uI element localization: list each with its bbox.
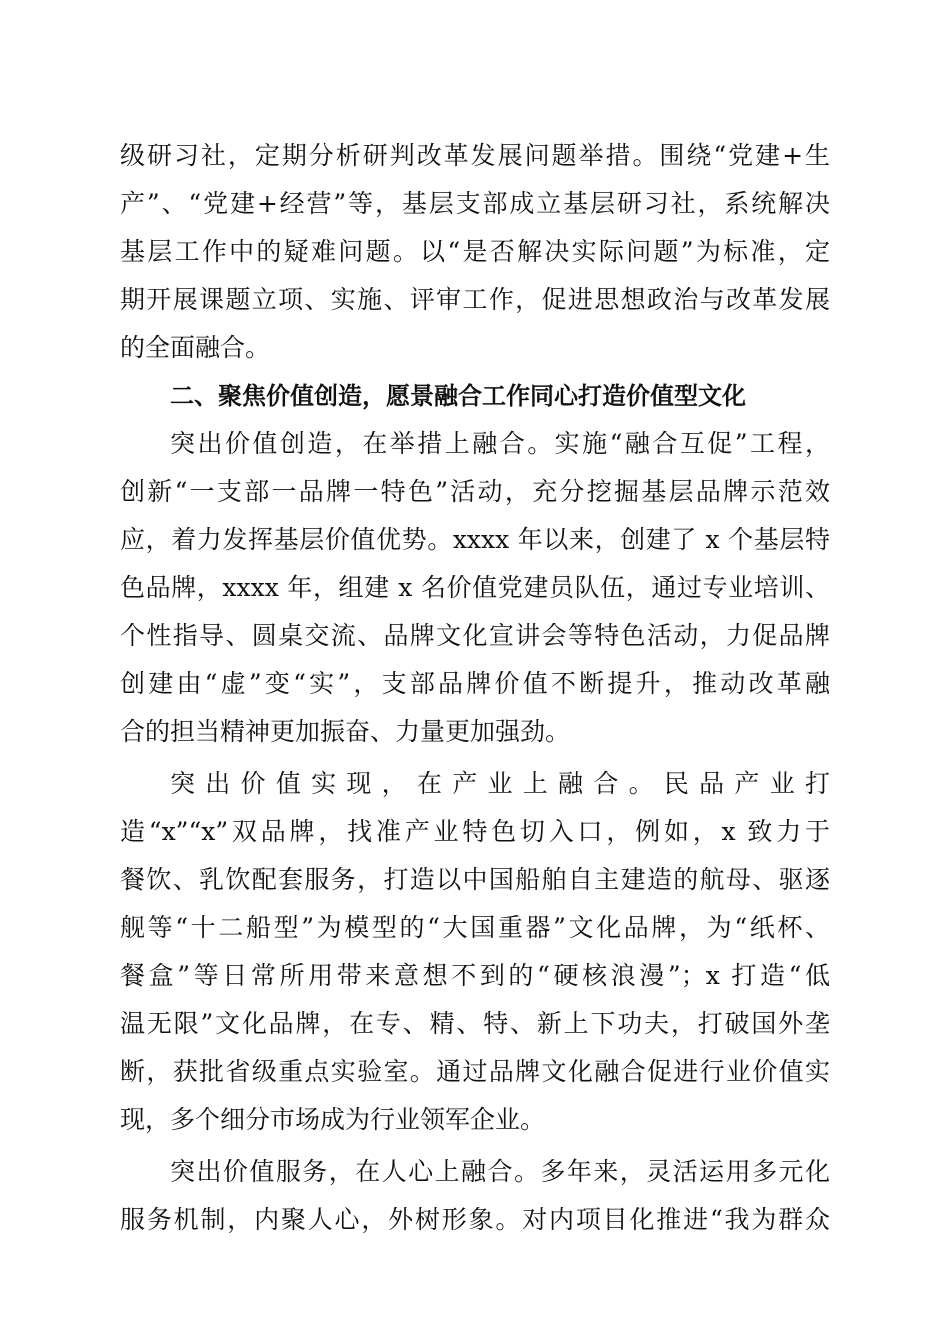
section-heading: 二、聚焦价值创造，愿景融合工作同心打造价值型文化 (170, 382, 746, 410)
text-line: 舰等“十二船型”为模型的“大国重器”文化品牌，为“纸杯、 (120, 913, 830, 942)
text-line: 餐饮、乳饮配套服务，打造以中国船舶自主建造的航母、驱逐 (120, 865, 830, 894)
text-line: 个性指导、圆桌交流、品牌文化宣讲会等特色活动，力促品牌 (120, 621, 830, 650)
text-line: 应，着力发挥基层价值优势。xxxx 年以来，创建了 x 个基层特 (120, 525, 830, 554)
text-line: 造“x”“x”双品牌，找准产业特色切入口，例如，x 致力于 (120, 817, 830, 846)
paragraph-value-service (120, 1148, 830, 1244)
text-line: 产”、“党建+经营”等，基层支部成立基层研习社，系统解决 (120, 189, 830, 218)
text-line: 餐盒”等日常所用带来意想不到的“硬核浪漫”；x 打造“低 (120, 961, 830, 990)
document-page (120, 132, 830, 1244)
text-line: 创新“一支部一品牌一特色”活动，充分挖掘基层品牌示范效 (120, 477, 830, 506)
paragraph-continued (120, 132, 830, 372)
text-line: 断，获批省级重点实验室。通过品牌文化融合促进行业价值实 (120, 1057, 830, 1086)
text-line: 期开展课题立项、实施、评审工作，促进思想政治与改革发展 (120, 285, 830, 314)
text-line: 创建由“虚”变“实”，支部品牌价值不断提升，推动改革融 (120, 669, 830, 698)
text-line: 突出价值创造，在举措上融合。实施“融合互促”工程， (170, 429, 830, 458)
text-line: 的全面融合。 (120, 333, 271, 362)
text-line: 色品牌，xxxx 年，组建 x 名价值党建员队伍，通过专业培训、 (120, 573, 830, 602)
text-line: 现，多个细分市场成为行业领军企业。 (120, 1105, 546, 1134)
text-line: 突出价值实现，在产业上融合。民品产业打 (170, 769, 830, 798)
text-line: 服务机制，内聚人心，外树形象。对内项目化推进“我为群众 (120, 1205, 830, 1234)
text-line: 级研习社，定期分析研判改革发展问题举措。围绕“党建+生 (120, 141, 830, 170)
paragraph-value-creation (120, 420, 830, 756)
text-line: 基层工作中的疑难问题。以“是否解决实际问题”为标准，定 (120, 237, 830, 266)
text-line: 温无限”文化品牌，在专、精、特、新上下功夫，打破国外垄 (120, 1009, 830, 1038)
text-line: 突出价值服务，在人心上融合。多年来，灵活运用多元化 (170, 1157, 830, 1186)
text-line: 合的担当精神更加振奋、力量更加强劲。 (120, 717, 571, 746)
paragraph-value-realization (120, 760, 830, 1144)
